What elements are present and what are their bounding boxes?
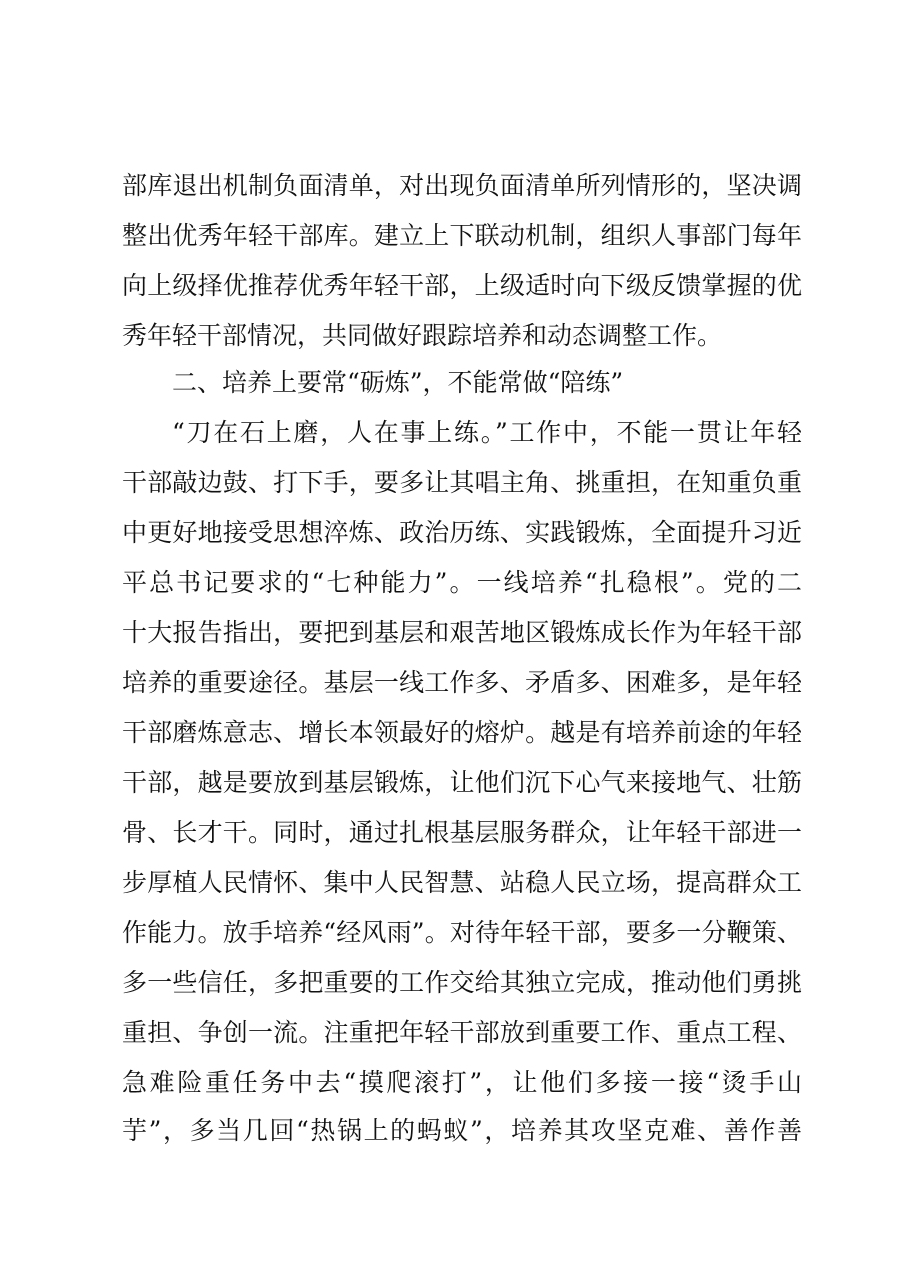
body-text-line: 平总书记要求的“七种能力”。一线培养“扎稳根”。党的二 (122, 568, 802, 597)
body-text-line: 步厚植人民情怀、集中人民智慧、站稳人民立场，提高群众工 (122, 868, 802, 897)
body-text-line: 向上级择优推荐优秀年轻干部，上级适时向下级反馈掌握的优 (122, 271, 802, 300)
body-text-line: 重担、争创一流。注重把年轻干部放到重要工作、重点工程、 (122, 1018, 802, 1047)
body-text-line: 秀年轻干部情况，共同做好跟踪培养和动态调整工作。 (122, 321, 723, 350)
body-text-line: 骨、长才干。同时，通过扎根基层服务群众，让年轻干部进一 (122, 818, 802, 847)
body-text-line: 干部敲边鼓、打下手，要多让其唱主角、挑重担，在知重负重 (122, 468, 802, 497)
body-text-line: 作能力。放手培养“经风雨”。对待年轻干部，要多一分鞭策、 (122, 918, 802, 947)
section-heading: 二、培养上要常“砺炼”，不能常做“陪练” (172, 368, 624, 397)
body-text-line: 培养的重要途径。基层一线工作多、矛盾多、困难多，是年轻 (122, 668, 802, 697)
body-text-line: 干部，越是要放到基层锻炼，让他们沉下心气来接地气、壮筋 (122, 768, 802, 797)
body-text-line: 部库退出机制负面清单，对出现负面清单所列情形的，坚决调 (122, 171, 802, 200)
body-text-line: 芋”，多当几回“热锅上的蚂蚁”，培养其攻坚克难、善作善 (122, 1116, 802, 1145)
body-text-line: 急难险重任务中去“摸爬滚打”，让他们多接一接“烫手山 (122, 1068, 802, 1097)
body-text-line: 整出优秀年轻干部库。建立上下联动机制，组织人事部门每年 (122, 221, 802, 250)
body-text-line: 十大报告指出，要把到基层和艰苦地区锻炼成长作为年轻干部 (122, 618, 802, 647)
body-text-line: 多一些信任，多把重要的工作交给其独立完成，推动他们勇挑 (122, 968, 802, 997)
body-text-line: 中更好地接受思想淬炼、政治历练、实践锻炼，全面提升习近 (122, 518, 802, 547)
body-text-line: 干部磨炼意志、增长本领最好的熔炉。越是有培养前途的年轻 (122, 718, 802, 747)
body-text-line: “刀在石上磨，人在事上练。”工作中，不能一贯让年轻 (172, 418, 802, 447)
